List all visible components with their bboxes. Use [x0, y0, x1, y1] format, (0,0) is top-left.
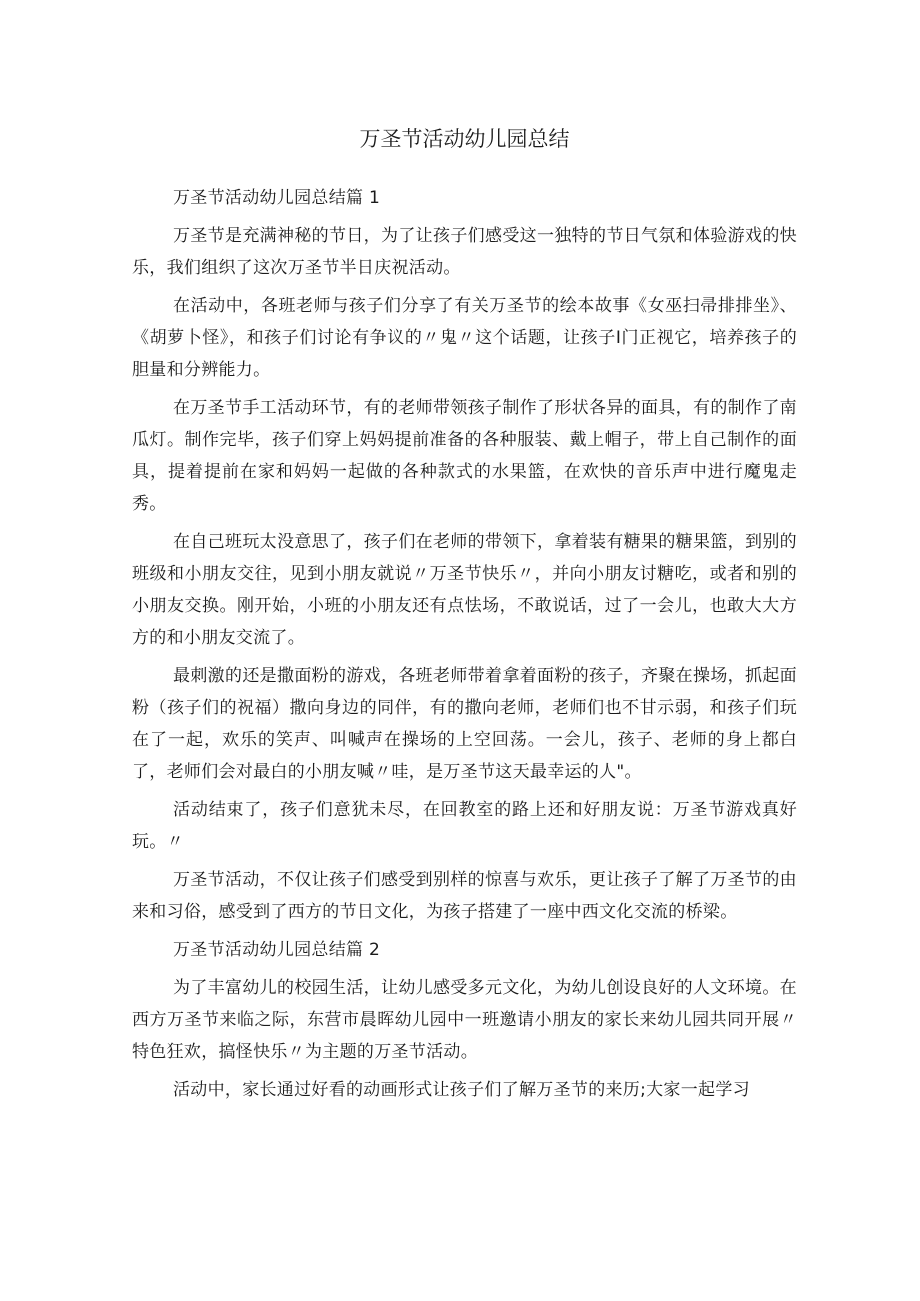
paragraph: 在自己班玩太没意思了，孩子们在老师的带领下，拿着装有糖果的糖果篮，到别的班级和小朋友交往，见到小朋友就说〃万圣节快乐〃，并向小朋友讨糖吃，或者和别的小朋友交换。刚开始，小班的小朋友还有点怯场，不敢说话，过了一会儿，也敢大大方方的和小朋友交流了。 — [132, 532, 797, 648]
document-title: 万圣节活动幼儿园总结 — [359, 127, 570, 151]
paragraph: 最刺激的还是撒面粉的游戏，各班老师带着拿着面粉的孩子，齐聚在操场，抓起面粉（孩子们的祝福）撒向身边的同伴，有的撒向老师，老师们也不甘示弱，和孩子们玩在了一起，欢乐的笑声、叫喊声在操场的上空回荡。一会儿，孩子、老师的身上都白了，老师们会对最白的小朋友喊〃哇，是万圣节这天最幸运的人"。 — [132, 666, 797, 782]
document-page — [132, 0, 797, 1112]
paragraph: 万圣节活动，不仅让孩子们感受到别样的惊喜与欢乐，更让孩子了解了万圣节的由来和习俗，感受到了西方的节日文化，为孩子搭建了一座中西文化交流的桥梁。 — [132, 870, 797, 922]
paragraph: 在活动中，各班老师与孩子们分享了有关万圣节的绘本故事《女巫扫帚排排坐》、《胡萝卜怪》，和孩子们讨论有争议的〃鬼〃这个话题，让孩子I门正视它，培养孩子的胆量和分辨能力。 — [132, 296, 797, 380]
paragraph: 在万圣节手工活动环节，有的老师带领孩子制作了形状各异的面具，有的制作了南瓜灯。制作完毕，孩子们穿上妈妈提前准备的各种服装、戴上帽子，带上自己制作的面具，提着提前在家和妈妈一起做的各种款式的水果篮，在欢快的音乐声中进行魔鬼走秀。 — [132, 398, 797, 514]
section-heading: 万圣节活动幼儿园总结篇 2 — [173, 940, 381, 960]
paragraph: 活动结束了，孩子们意犹未尽，在回教室的路上还和好朋友说：万圣节游戏真好玩。〃 — [132, 800, 797, 852]
paragraph: 活动中，家长通过好看的动画形式让孩子们了解万圣节的来历;大家一起学习 — [173, 1080, 750, 1100]
paragraph: 为了丰富幼儿的校园生活，让幼儿感受多元文化，为幼儿创设良好的人文环境。在西方万圣节来临之际，东营市晨晖幼儿园中一班邀请小朋友的家长来幼儿园共同开展〃特色狂欢，搞怪快乐〃为主题的万圣节活动。 — [132, 978, 797, 1062]
paragraph: 万圣节是充满神秘的节日，为了让孩子们感受这一独特的节日气氛和体验游戏的快乐，我们组织了这次万圣节半日庆祝活动。 — [132, 226, 797, 278]
document-body — [132, 182, 797, 1106]
section-heading: 万圣节活动幼儿园总结篇 1 — [173, 188, 381, 208]
